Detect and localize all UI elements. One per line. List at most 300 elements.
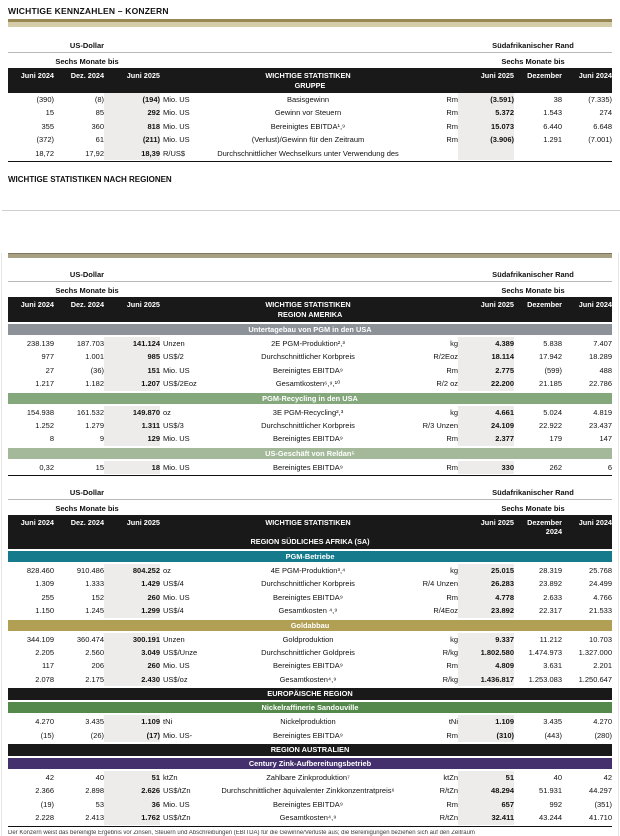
table-row bbox=[8, 106, 612, 119]
header-cell: Dezember bbox=[527, 71, 562, 80]
cell: Nickelproduktion bbox=[280, 717, 336, 727]
footnote: Der Konzern weist das bereinigte Ergebnis vor Zinsen, Steuern und Abschreibungen (EBITDA) für die Gewinne/Verluste aus; die Bereinigungen beziehen sich auf den Zeitraum bbox=[8, 829, 475, 836]
table-row bbox=[8, 377, 612, 390]
cell: Mio. US bbox=[163, 661, 190, 671]
cell: 11.212 bbox=[539, 634, 562, 644]
cell: 1.299 bbox=[104, 604, 160, 617]
table-group-label: REGION SÜDLICHES AFRIKA (SA) bbox=[250, 537, 370, 547]
page-title: WICHTIGE KENNZAHLEN – KONZERN bbox=[8, 6, 169, 16]
header-cell: Juni 2024 bbox=[20, 518, 54, 528]
header-cell: Juni 2025 bbox=[126, 71, 160, 80]
cell: Mio. US bbox=[163, 799, 190, 809]
cell: 292 bbox=[104, 106, 160, 119]
cell: 7.407 bbox=[593, 338, 612, 348]
cell: 25.768 bbox=[589, 566, 612, 576]
cell: 1.311 bbox=[104, 419, 160, 432]
cell: (3.906) bbox=[458, 133, 514, 146]
cell: Mio. US- bbox=[163, 730, 193, 740]
cell: 27 bbox=[45, 365, 54, 375]
cell: 1.436.817 bbox=[458, 673, 514, 686]
cell: 260 bbox=[104, 659, 160, 672]
cell: 10.703 bbox=[589, 634, 612, 644]
header-cell: Juni 2024 bbox=[578, 299, 612, 309]
cell: (17) bbox=[104, 729, 160, 742]
cell: 1.279 bbox=[85, 420, 104, 430]
table-row bbox=[8, 564, 612, 577]
cell: Mio. US bbox=[163, 108, 190, 118]
table-row bbox=[8, 591, 612, 604]
cell: Rm bbox=[446, 121, 458, 131]
cell: 2.898 bbox=[85, 786, 104, 796]
cell: oz bbox=[163, 566, 171, 576]
cell: 355 bbox=[41, 121, 54, 131]
amerika-table-slot bbox=[8, 268, 612, 476]
divider-line bbox=[8, 52, 612, 53]
cell: 6.648 bbox=[593, 121, 612, 131]
cell: 5.838 bbox=[543, 338, 562, 348]
cell: 44.297 bbox=[589, 786, 612, 796]
cell: (443) bbox=[544, 730, 562, 740]
cell: 1.207 bbox=[104, 377, 160, 390]
cell: 3E PGM-Recycling²,³ bbox=[272, 407, 344, 417]
cell: 1.217 bbox=[35, 379, 54, 389]
group-table-slot bbox=[8, 39, 612, 162]
table-row bbox=[8, 406, 612, 419]
cell: Rm bbox=[446, 661, 458, 671]
cell: 32.411 bbox=[458, 811, 514, 824]
cell: Rm bbox=[446, 434, 458, 444]
cell: 1.001 bbox=[85, 352, 104, 362]
cell: 141.124 bbox=[104, 337, 160, 350]
cell: 1.245 bbox=[85, 606, 104, 616]
cell: US$/4 bbox=[163, 606, 184, 616]
currency-row bbox=[8, 268, 612, 279]
table-row bbox=[8, 673, 612, 686]
cell bbox=[562, 147, 612, 160]
cell: 43.244 bbox=[539, 813, 562, 823]
table-row bbox=[8, 337, 612, 350]
cell: 4.766 bbox=[593, 592, 612, 602]
period-right-label: Sechs Monate bis bbox=[501, 285, 565, 295]
cell: 21.185 bbox=[539, 379, 562, 389]
page-two bbox=[1, 253, 619, 836]
cell: 151 bbox=[104, 364, 160, 377]
table-row bbox=[8, 659, 612, 672]
header-cell bbox=[406, 518, 458, 536]
cell: 260 bbox=[104, 591, 160, 604]
cell: Bereinigtes EBITDA⁹ bbox=[273, 799, 343, 809]
cell: 3.435 bbox=[543, 717, 562, 727]
cell: R/kg bbox=[442, 648, 458, 658]
cell: 17,92 bbox=[85, 148, 104, 158]
table-row bbox=[8, 577, 612, 590]
table-row bbox=[8, 729, 612, 742]
cell: 22.786 bbox=[589, 379, 612, 389]
cell: 117 bbox=[42, 661, 54, 671]
table-row bbox=[8, 633, 612, 646]
cell: 360.474 bbox=[76, 634, 104, 644]
cell: US$/oz bbox=[163, 674, 188, 684]
cell: 28.319 bbox=[539, 566, 562, 576]
cell: 330 bbox=[458, 461, 514, 474]
cell: ktZn bbox=[443, 772, 458, 782]
title-underline bbox=[8, 19, 612, 27]
cell: Rm bbox=[446, 730, 458, 740]
cell: 4.270 bbox=[593, 717, 612, 727]
cell: 15 bbox=[95, 462, 104, 472]
cell: 0,32 bbox=[39, 462, 54, 472]
cell: Rm bbox=[446, 95, 458, 104]
cell: Mio. US bbox=[163, 365, 190, 375]
cell: Durchschnittlicher Korbpreis bbox=[261, 579, 355, 589]
table-group-label: REGION AMERIKA bbox=[277, 309, 343, 319]
cell: Mio. US bbox=[163, 135, 190, 145]
cell: Bereinigtes EBITDA⁹ bbox=[273, 462, 343, 472]
gold-divider bbox=[8, 253, 612, 258]
cell: 1.429 bbox=[104, 577, 160, 590]
header-cell bbox=[406, 71, 458, 80]
cell: (390) bbox=[36, 95, 54, 104]
cell: R/2 oz bbox=[436, 379, 458, 389]
table-row bbox=[8, 771, 612, 784]
cell: 985 bbox=[104, 350, 160, 363]
cell: (26) bbox=[90, 730, 104, 740]
cell: 17.942 bbox=[539, 352, 562, 362]
cell: 147 bbox=[599, 434, 612, 444]
cell: 1.333 bbox=[85, 579, 104, 589]
table-row bbox=[8, 93, 612, 106]
cell: tNi bbox=[163, 717, 173, 727]
cell: 26.283 bbox=[458, 577, 514, 590]
cell: 61 bbox=[95, 135, 104, 145]
cell: 15.073 bbox=[458, 120, 514, 133]
table-row bbox=[8, 798, 612, 811]
cell: Rm bbox=[446, 799, 458, 809]
cell: (3.591) bbox=[458, 93, 514, 106]
cell: 1.543 bbox=[543, 108, 562, 118]
currency-left-label: US-Dollar bbox=[69, 41, 105, 50]
table-bottom-rule bbox=[8, 826, 612, 827]
cell: 828.460 bbox=[26, 566, 54, 576]
currency-right-label: Südafrikanischer Rand bbox=[492, 269, 574, 279]
cell: 23.892 bbox=[539, 579, 562, 589]
cell: 4E PGM-Produktion³,⁴ bbox=[270, 566, 346, 576]
header-cell: Juni 2025 bbox=[480, 299, 514, 309]
cell: (599) bbox=[544, 365, 562, 375]
cell: US$/tZn bbox=[163, 786, 191, 796]
cell: (8) bbox=[94, 95, 104, 104]
region-band: REGION AUSTRALIEN bbox=[8, 744, 612, 756]
table-row bbox=[8, 432, 612, 445]
cell: R/US$ bbox=[163, 148, 186, 158]
cell: 2.228 bbox=[35, 813, 54, 823]
cell: US$/tZn bbox=[163, 813, 191, 823]
cell: 3.631 bbox=[543, 661, 562, 671]
cell: Gewinn vor Steuern bbox=[274, 108, 342, 118]
cell: (194) bbox=[104, 93, 160, 106]
cell: US$/3 bbox=[163, 420, 184, 430]
cell: 1.309 bbox=[35, 579, 54, 589]
cell: 51 bbox=[458, 771, 514, 784]
header-cell: Dez. 2024 bbox=[70, 71, 104, 80]
cell: Durchschnittlicher Korbpreis bbox=[261, 420, 355, 430]
cell: Goldproduktion bbox=[282, 634, 334, 644]
cell: Gesamtkosten⁶,⁹,¹⁰ bbox=[275, 379, 341, 389]
cell: R/2Eoz bbox=[433, 352, 458, 362]
cell: 2.205 bbox=[35, 648, 54, 658]
table-row bbox=[8, 715, 612, 728]
cell: 152 bbox=[91, 592, 104, 602]
table-bottom-rule bbox=[8, 475, 612, 476]
cell: (15) bbox=[40, 730, 54, 740]
cell: 2.633 bbox=[543, 592, 562, 602]
page-break-line bbox=[2, 210, 620, 211]
header-cell: Juni 2025 bbox=[126, 299, 160, 309]
cell: 85 bbox=[95, 108, 104, 118]
cell: 22.317 bbox=[539, 606, 562, 616]
cell: Bereinigtes EBITDA⁹ bbox=[273, 592, 343, 602]
cell: 2.366 bbox=[35, 786, 54, 796]
cell: (19) bbox=[40, 799, 54, 809]
table-row bbox=[8, 147, 612, 160]
divider-line bbox=[8, 499, 612, 500]
cell: 18.114 bbox=[458, 350, 514, 363]
cell: 5.372 bbox=[458, 106, 514, 119]
cell: 23.892 bbox=[458, 604, 514, 617]
cell: Rm bbox=[446, 462, 458, 472]
header-cell: WICHTIGE STATISTIKEN bbox=[265, 518, 351, 528]
cell: R/kg bbox=[442, 674, 458, 684]
currency-right-label: Südafrikanischer Rand bbox=[492, 488, 574, 498]
cell: 5.024 bbox=[543, 407, 562, 417]
cell: 2E PGM-Produktion²,³ bbox=[271, 338, 345, 348]
cell: US$/4 bbox=[163, 579, 184, 589]
header-cell: Juni 2024 bbox=[578, 518, 612, 528]
cell: 3.049 bbox=[104, 646, 160, 659]
cell: 255 bbox=[41, 592, 54, 602]
header-cell: Juni 2024 bbox=[578, 71, 612, 80]
cell: 977 bbox=[41, 352, 54, 362]
cell: 1.474.973 bbox=[528, 648, 562, 658]
cell: (310) bbox=[458, 729, 514, 742]
table-row bbox=[8, 133, 612, 146]
table-row bbox=[8, 646, 612, 659]
financial-table bbox=[8, 486, 612, 826]
cell: 154.938 bbox=[26, 407, 54, 417]
cell: 9 bbox=[99, 434, 104, 444]
cell: Gesamtkosten ⁴,⁹ bbox=[278, 606, 338, 616]
cell: 238.139 bbox=[26, 338, 54, 348]
cell: Unzen bbox=[163, 634, 185, 644]
cell: 2.560 bbox=[85, 648, 104, 658]
cell: ktZn bbox=[163, 772, 178, 782]
cell: 24.499 bbox=[589, 579, 612, 589]
cell: 344.109 bbox=[26, 634, 54, 644]
section-subheader: PGM-Betriebe bbox=[8, 551, 612, 562]
cell: (Verlust)/Gewinn für den Zeitraum bbox=[251, 135, 365, 145]
cell: 4.819 bbox=[593, 407, 612, 417]
header-cell: Juni 2025 bbox=[480, 71, 514, 80]
cell bbox=[458, 147, 514, 160]
header-cell: Dez. 2024 bbox=[70, 299, 104, 309]
cell: 21.533 bbox=[589, 606, 612, 616]
cell: 4.661 bbox=[458, 406, 514, 419]
table-bottom-rule bbox=[8, 161, 612, 162]
financial-table bbox=[8, 268, 612, 476]
currency-left-label: US-Dollar bbox=[69, 488, 105, 498]
cell: 1.109 bbox=[458, 715, 514, 728]
section-subheader: Century Zink-Aufbereitungsbetrieb bbox=[8, 758, 612, 769]
header-dates-row bbox=[8, 515, 612, 536]
period-left-label: Sechs Monate bis bbox=[55, 504, 119, 514]
cell: 18 bbox=[104, 461, 160, 474]
cell: kg bbox=[450, 338, 458, 348]
period-row bbox=[8, 284, 612, 295]
cell: 4.389 bbox=[458, 337, 514, 350]
cell: Mio. US bbox=[163, 462, 190, 472]
header-cell: Dez. 2024 bbox=[70, 518, 104, 528]
cell: 262 bbox=[549, 462, 562, 472]
cell: 8 bbox=[49, 434, 54, 444]
table-row bbox=[8, 120, 612, 133]
cell: 300.191 bbox=[104, 633, 160, 646]
cell: US$/Unze bbox=[163, 648, 198, 658]
cell: 9.337 bbox=[458, 633, 514, 646]
cell: 53 bbox=[95, 799, 104, 809]
cell: 18.289 bbox=[589, 352, 612, 362]
cell: 38 bbox=[553, 95, 562, 104]
table-row bbox=[8, 811, 612, 824]
cell: 179 bbox=[549, 434, 562, 444]
table-header bbox=[8, 297, 612, 322]
cell: Rm bbox=[446, 365, 458, 375]
cell: 2.078 bbox=[35, 674, 54, 684]
cell: Basisgewinn bbox=[286, 95, 330, 104]
cell: 6 bbox=[607, 462, 612, 472]
cell: Durchschnittlicher Wechselkurs unter Verwendung des bbox=[217, 148, 399, 158]
cell: 6.440 bbox=[543, 121, 562, 131]
section-subheader: Untertagebau von PGM in den USA bbox=[8, 324, 612, 335]
cell: 18,39 bbox=[104, 147, 160, 160]
cell: 51.931 bbox=[539, 786, 562, 796]
cell: oz bbox=[163, 407, 171, 417]
section-subheader: US-Geschäft von Reldan⁵ bbox=[8, 448, 612, 459]
cell: 149.870 bbox=[104, 406, 160, 419]
financial-table bbox=[8, 39, 612, 162]
cell: US$/2Eoz bbox=[163, 379, 197, 389]
cell: 22.922 bbox=[539, 420, 562, 430]
cell: Mio. US bbox=[163, 95, 190, 104]
cell: Durchschnittlicher Korbpreis bbox=[261, 352, 355, 362]
cell: US$/2 bbox=[163, 352, 184, 362]
cell: 804.252 bbox=[104, 564, 160, 577]
table-header bbox=[8, 68, 612, 93]
cell: 187.703 bbox=[76, 338, 104, 348]
cell: 1.762 bbox=[104, 811, 160, 824]
cell: Zahlbare Zinkproduktion⁷ bbox=[266, 772, 350, 782]
cell: 48.294 bbox=[458, 784, 514, 797]
cell: Bereinigtes EBITDA¹,⁹ bbox=[270, 121, 346, 131]
section-subheader: Nickelraffinerie Sandouville bbox=[8, 702, 612, 713]
cell: R/tZn bbox=[439, 786, 458, 796]
period-row bbox=[8, 55, 612, 66]
cell: Bereinigtes EBITDA⁹ bbox=[273, 730, 343, 740]
cell: 40 bbox=[553, 772, 562, 782]
cell: R/4Eoz bbox=[433, 606, 458, 616]
currency-left-label: US-Dollar bbox=[69, 269, 105, 279]
cell: 488 bbox=[599, 365, 612, 375]
cell: Unzen bbox=[163, 338, 185, 348]
table-row bbox=[8, 364, 612, 377]
cell: (7.335) bbox=[588, 95, 612, 104]
cell: (351) bbox=[594, 799, 612, 809]
cell: 129 bbox=[104, 432, 160, 445]
cell: 40 bbox=[95, 772, 104, 782]
cell: 4.809 bbox=[458, 659, 514, 672]
cell bbox=[514, 147, 562, 160]
region-band: EUROPÄISCHE REGION bbox=[8, 688, 612, 700]
cell: Durchschnittlicher äquivalenter Zinkkonzentratpreis⁶ bbox=[221, 786, 395, 796]
cell: Durchschnittlicher Goldpreis bbox=[261, 648, 355, 658]
cell: R/4 Unzen bbox=[422, 579, 458, 589]
period-row bbox=[8, 502, 612, 513]
cell: 22.200 bbox=[458, 377, 514, 390]
currency-right-label: Südafrikanischer Rand bbox=[492, 41, 574, 50]
period-right-label: Sechs Monate bis bbox=[501, 504, 565, 514]
cell: (211) bbox=[104, 133, 160, 146]
cell: Gesamtkosten⁴,⁹ bbox=[279, 674, 337, 684]
cell: 15 bbox=[45, 108, 54, 118]
header-cell: Dezember 2024 bbox=[527, 518, 562, 537]
cell: Gesamtkosten⁴,⁹ bbox=[279, 813, 337, 823]
header-cell: Juni 2025 bbox=[126, 518, 160, 528]
table-row bbox=[8, 784, 612, 797]
cell: 1.250.647 bbox=[578, 674, 612, 684]
cell: Mio. US bbox=[163, 121, 190, 131]
cell bbox=[406, 147, 458, 160]
header-dates-row bbox=[8, 297, 612, 309]
period-left-label: Sechs Monate bis bbox=[55, 57, 119, 66]
table-row bbox=[8, 461, 612, 474]
sa-table-slot bbox=[8, 486, 612, 826]
cell: Rm bbox=[446, 108, 458, 118]
cell: 25.015 bbox=[458, 564, 514, 577]
cell: 2.626 bbox=[104, 784, 160, 797]
cell: 36 bbox=[104, 798, 160, 811]
cell: 2.775 bbox=[458, 364, 514, 377]
cell: 2.377 bbox=[458, 432, 514, 445]
header-cell bbox=[160, 518, 210, 536]
table-row bbox=[8, 419, 612, 432]
header-cell bbox=[406, 300, 458, 309]
header-cell: Juni 2024 bbox=[20, 71, 54, 80]
table-row bbox=[8, 604, 612, 617]
header-cell: Juni 2024 bbox=[20, 299, 54, 309]
period-left-label: Sechs Monate bis bbox=[55, 285, 119, 295]
cell: 1.327.000 bbox=[578, 648, 612, 658]
cell: 42 bbox=[45, 772, 54, 782]
cell: 1.182 bbox=[85, 379, 104, 389]
cell: 2.175 bbox=[85, 674, 104, 684]
header-cell bbox=[160, 300, 210, 309]
cell: 1.252 bbox=[35, 420, 54, 430]
header-dates-row bbox=[8, 68, 612, 80]
divider-line bbox=[8, 281, 612, 282]
cell: Bereinigtes EBITDA⁹ bbox=[273, 365, 343, 375]
cell: 206 bbox=[91, 661, 104, 671]
cell: R/3 Unzen bbox=[422, 420, 458, 430]
cell: 24.109 bbox=[458, 419, 514, 432]
